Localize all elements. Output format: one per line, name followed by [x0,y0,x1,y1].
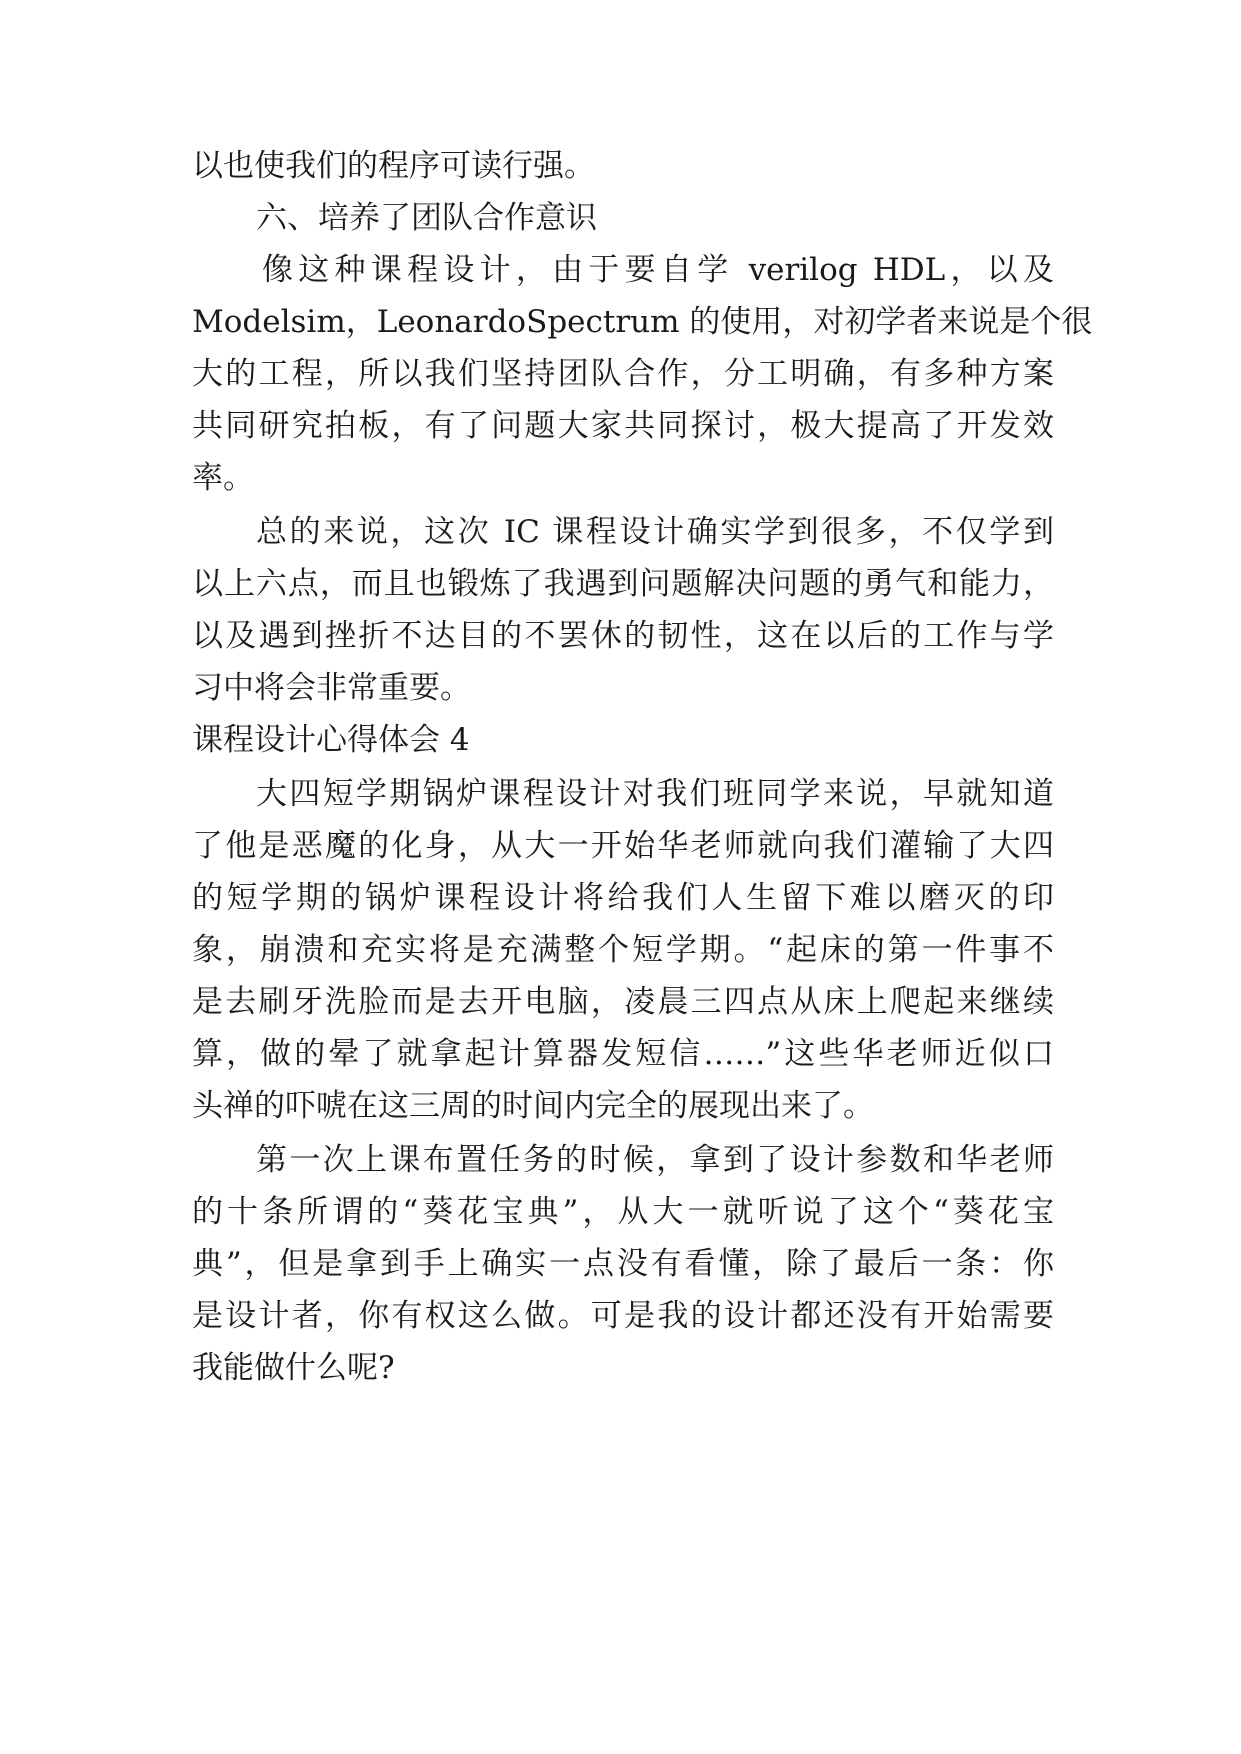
text-line: 习中将会非常重要。 [192,670,471,706]
text-line: Modelsim，LeonardoSpectrum 的使用，对初学者来说是个很 [192,304,1093,340]
text-line: 象，崩溃和充实将是充满整个短学期。“起床的第一件事不 [192,932,1054,968]
text-line: 了他是恶魔的化身，从大一开始华老师就向我们灌输了大四 [192,828,1054,864]
text-line: 以也使我们的程序可读行强。 [192,148,595,184]
text-line: 以上六点，而且也锻炼了我遇到问题解决问题的勇气和能力， [192,566,1054,602]
text-line: 大四短学期锅炉课程设计对我们班同学来说，早就知道 [256,776,1054,812]
text-line: 是设计者，你有权这么做。可是我的设计都还没有开始需要 [192,1298,1054,1334]
section-title: 课程设计心得体会 4 [192,722,470,758]
text-line: 共同研究拍板，有了问题大家共同探讨，极大提高了开发效 [192,408,1054,444]
text-line: 头禅的吓唬在这三周的时间内完全的展现出来了。 [192,1088,874,1124]
text-line: 率。 [192,460,254,496]
text-line: 第一次上课布置任务的时候，拿到了设计参数和华老师 [256,1142,1054,1178]
text-line: 以及遇到挫折不达目的不罢休的韧性，这在以后的工作与学 [192,618,1054,654]
text-line: 我能做什么呢? [192,1350,395,1386]
text-line: 典”，但是拿到手上确实一点没有看懂，除了最后一条：你 [192,1246,1054,1282]
text-line: 像这种课程设计，由于要自学 verilog HDL，以及 [262,252,1054,288]
text-line: 大的工程，所以我们坚持团队合作，分工明确，有多种方案 [192,356,1054,392]
text-line: 总的来说，这次 IC 课程设计确实学到很多，不仅学到 [256,514,1054,550]
text-line: 的十条所谓的“葵花宝典”，从大一就听说了这个“葵花宝 [192,1194,1054,1230]
text-line: 的短学期的锅炉课程设计将给我们人生留下难以磨灭的印 [192,880,1054,916]
section-heading: 六、培养了团队合作意识 [256,200,597,236]
text-line: 是去刷牙洗脸而是去开电脑，凌晨三四点从床上爬起来继续 [192,984,1054,1020]
text-line: 算，做的晕了就拿起计算器发短信……”这些华老师近似口 [192,1036,1054,1072]
